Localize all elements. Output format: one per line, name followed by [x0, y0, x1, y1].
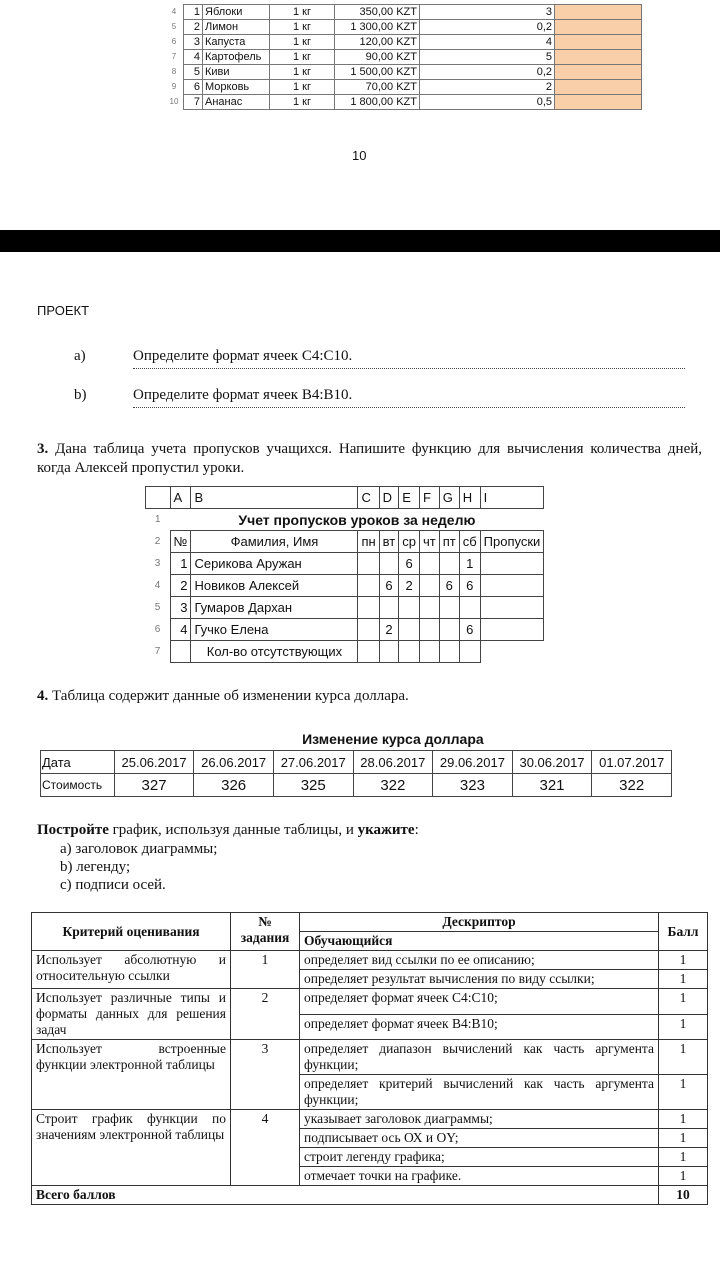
- product-unit: 1 кг: [270, 50, 335, 65]
- task-4-item: a) заголовок диаграммы;: [60, 841, 218, 857]
- student-name: Гумаров Дархан: [191, 597, 358, 619]
- column-header: C: [358, 487, 379, 509]
- cost-cell: 322: [353, 774, 433, 797]
- instr-bold-1: Постройте: [37, 822, 109, 838]
- data-cell: [419, 597, 439, 619]
- product-index: 6: [184, 80, 203, 95]
- answer-line-b[interactable]: [133, 407, 685, 408]
- descriptor: определяет формат ячеек В4:В10;: [300, 1014, 659, 1040]
- task-3-number: 3.: [37, 441, 49, 457]
- product-index: 4: [184, 50, 203, 65]
- task-4-items: [60, 840, 217, 894]
- criterion: Использует встроенные функции электронной таблицы: [32, 1040, 231, 1110]
- header-cell: вт: [379, 531, 399, 553]
- table-row: [146, 619, 544, 641]
- data-cell: 1: [170, 553, 191, 575]
- table-row: [32, 1040, 708, 1075]
- descriptor: строит легенду графика;: [300, 1148, 659, 1167]
- product-price: 120,00 KZT: [335, 35, 420, 50]
- table-row: [146, 597, 544, 619]
- row-number: 10: [169, 97, 179, 106]
- date-cell: 29.06.2017: [433, 751, 513, 774]
- task-number: 2: [231, 989, 300, 1040]
- table-row: [165, 80, 642, 95]
- row-number: 3: [154, 558, 161, 569]
- data-cell[interactable]: [419, 641, 439, 663]
- header-score: Балл: [659, 913, 708, 951]
- data-cell: [419, 619, 439, 641]
- score: 1: [659, 1014, 708, 1040]
- question-a: Определите формат ячеек С4:С10.: [133, 348, 353, 364]
- row-number: 4: [154, 580, 161, 591]
- product-qty: 2: [420, 80, 555, 95]
- product-qty: 0,5: [420, 95, 555, 110]
- column-header: E: [399, 487, 420, 509]
- row-number: 5: [171, 22, 177, 31]
- header-descriptor: Дескриптор: [300, 913, 659, 932]
- cost-cell: 325: [273, 774, 353, 797]
- data-cell: 6: [459, 619, 480, 641]
- product-price: 1 800,00 KZT: [335, 95, 420, 110]
- header-cell: пт: [439, 531, 459, 553]
- header-learner: Обучающийся: [300, 932, 659, 951]
- question-b-marker: b): [74, 387, 87, 403]
- data-cell: 3: [170, 597, 191, 619]
- date-cell: 26.06.2017: [194, 751, 274, 774]
- data-cell: 6: [459, 575, 480, 597]
- table-title: Учет пропусков уроков за неделю: [238, 511, 476, 528]
- row-number: 6: [171, 37, 177, 46]
- page-separator: [0, 230, 720, 252]
- products-table: [165, 4, 642, 110]
- data-cell[interactable]: [480, 575, 544, 597]
- data-cell: [399, 597, 420, 619]
- page-number: 10: [352, 148, 367, 163]
- column-header: G: [439, 487, 459, 509]
- task-4-instruction: [37, 822, 419, 839]
- task-3: [37, 440, 702, 478]
- footer-label: Кол-во отсутствующих: [191, 641, 358, 663]
- row-number: 5: [154, 602, 161, 613]
- header-cell: №: [170, 531, 191, 553]
- task-number: 3: [231, 1040, 300, 1110]
- cost-cell: 322: [592, 774, 672, 797]
- student-name: Серикова Аружан: [191, 553, 358, 575]
- task-4-item: c) подписи осей.: [60, 877, 166, 893]
- score: 1: [659, 951, 708, 970]
- task-4-number: 4.: [37, 688, 49, 704]
- cost-cell[interactable]: [555, 80, 642, 95]
- data-cell: [439, 619, 459, 641]
- question-a-marker: a): [74, 348, 86, 364]
- empty-cell: [480, 641, 544, 663]
- data-cell: [399, 619, 420, 641]
- answer-line-a[interactable]: [133, 368, 685, 369]
- data-cell: 2: [379, 619, 399, 641]
- row-number: 6: [154, 624, 161, 635]
- student-name: Новиков Алексей: [191, 575, 358, 597]
- data-cell: 2: [170, 575, 191, 597]
- dollar-table: [40, 728, 672, 797]
- data-cell[interactable]: [480, 553, 544, 575]
- table-row: [165, 65, 642, 80]
- corner: [146, 487, 171, 509]
- data-cell[interactable]: [379, 641, 399, 663]
- product-qty: 0,2: [420, 65, 555, 80]
- product-name: Капуста: [203, 35, 270, 50]
- row-number: 9: [171, 82, 177, 91]
- date-cell: 01.07.2017: [592, 751, 672, 774]
- row-number: 4: [171, 7, 177, 16]
- header-cell: Пропуски: [480, 531, 544, 553]
- data-cell: [358, 553, 379, 575]
- task-4-item: b) легенду;: [60, 859, 131, 875]
- product-index: 2: [184, 20, 203, 35]
- product-price: 1 300,00 KZT: [335, 20, 420, 35]
- data-cell: [358, 597, 379, 619]
- header-row: [32, 913, 708, 932]
- product-qty: 4: [420, 35, 555, 50]
- data-cell: 6: [439, 575, 459, 597]
- row-number: 7: [154, 646, 161, 657]
- column-header: I: [480, 487, 544, 509]
- column-header: H: [459, 487, 480, 509]
- row-number: 2: [154, 536, 161, 547]
- descriptor: отмечает точки на графике.: [300, 1167, 659, 1186]
- column-header: F: [419, 487, 439, 509]
- column-header: A: [170, 487, 191, 509]
- product-name: Морковь: [203, 80, 270, 95]
- data-cell: [439, 597, 459, 619]
- table-row: [165, 5, 642, 20]
- row-label: Стоимость: [41, 774, 115, 797]
- product-index: 7: [184, 95, 203, 110]
- empty-cell: [41, 728, 115, 751]
- data-cell[interactable]: [399, 641, 420, 663]
- cost-cell[interactable]: [555, 95, 642, 110]
- product-name: Киви: [203, 65, 270, 80]
- row-number: 7: [171, 52, 177, 61]
- score: 1: [659, 1110, 708, 1129]
- table-row: [165, 50, 642, 65]
- criterion: Использует различные типы и форматы данных для решения задач: [32, 989, 231, 1040]
- data-cell: 6: [379, 575, 399, 597]
- score: 1: [659, 1075, 708, 1110]
- data-cell: [379, 597, 399, 619]
- title-row: [146, 509, 544, 531]
- product-price: 350,00 KZT: [335, 5, 420, 20]
- title-row: [41, 728, 672, 751]
- product-unit: 1 кг: [270, 95, 335, 110]
- empty-cell: [170, 641, 191, 663]
- score: 1: [659, 1148, 708, 1167]
- data-cell: [419, 575, 439, 597]
- cost-cell[interactable]: [555, 65, 642, 80]
- score: 1: [659, 989, 708, 1015]
- total-label: Всего баллов: [32, 1186, 659, 1205]
- date-cell: 28.06.2017: [353, 751, 433, 774]
- table-row: [165, 35, 642, 50]
- product-name: Яблоки: [203, 5, 270, 20]
- table-row: [165, 95, 642, 110]
- instr-bold-2: укажите: [357, 822, 415, 838]
- column-header: B: [191, 487, 358, 509]
- cost-cell: 323: [433, 774, 513, 797]
- product-unit: 1 кг: [270, 80, 335, 95]
- header-criterion: Критерий оценивания: [32, 913, 231, 951]
- product-unit: 1 кг: [270, 20, 335, 35]
- task-4: [37, 688, 409, 705]
- absence-table: [145, 486, 544, 663]
- row-number: 1: [154, 514, 161, 526]
- descriptor: определяет формат ячеек С4:С10;: [300, 989, 659, 1015]
- task-4-text: Таблица содержит данные об изменении курса доллара.: [48, 688, 409, 704]
- product-name: Ананас: [203, 95, 270, 110]
- product-qty: 0,2: [420, 20, 555, 35]
- product-qty: 5: [420, 50, 555, 65]
- cost-cell: 326: [194, 774, 274, 797]
- column-header: D: [379, 487, 399, 509]
- instr-text-1: график, используя данные таблицы, и: [108, 822, 358, 838]
- descriptor: определяет диапазон вычислений как часть аргумента функции;: [300, 1040, 659, 1075]
- header-cell: Фамилия, Имя: [191, 531, 358, 553]
- table-row: [32, 951, 708, 970]
- data-cell[interactable]: [480, 597, 544, 619]
- data-cell: 6: [399, 553, 420, 575]
- section-label: ПРОЕКТ: [37, 303, 90, 318]
- product-name: Картофель: [203, 50, 270, 65]
- date-row: [41, 751, 672, 774]
- score: 1: [659, 1129, 708, 1148]
- cost-cell[interactable]: [555, 5, 642, 20]
- table-row: [32, 1110, 708, 1129]
- header-cell: чт: [419, 531, 439, 553]
- header-cell: ср: [399, 531, 420, 553]
- product-price: 90,00 KZT: [335, 50, 420, 65]
- header-cell: пн: [358, 531, 379, 553]
- data-cell[interactable]: [358, 641, 379, 663]
- data-cell: 1: [459, 553, 480, 575]
- table-row: [146, 553, 544, 575]
- table-title: Изменение курса доллара: [302, 731, 484, 747]
- header-cell: сб: [459, 531, 480, 553]
- date-cell: 27.06.2017: [273, 751, 353, 774]
- footer-row: [146, 641, 544, 663]
- product-unit: 1 кг: [270, 5, 335, 20]
- instr-text-2: :: [414, 822, 419, 838]
- product-qty: 3: [420, 5, 555, 20]
- score: 1: [659, 970, 708, 989]
- cost-cell: 327: [114, 774, 194, 797]
- score: 1: [659, 1167, 708, 1186]
- student-name: Гучко Елена: [191, 619, 358, 641]
- descriptor: определяет критерий вычислений как часть аргумента функции;: [300, 1075, 659, 1110]
- criterion: Строит график функции по значениям электронной таблицы: [32, 1110, 231, 1186]
- task-3-text: Дана таблица учета пропусков учащихся. Напишите функцию для вычисления количества дней, когда Алексей пропустил уроки.: [37, 441, 702, 476]
- score: 1: [659, 1040, 708, 1075]
- product-index: 5: [184, 65, 203, 80]
- product-unit: 1 кг: [270, 35, 335, 50]
- table-row: [165, 20, 642, 35]
- date-cell: 30.06.2017: [512, 751, 592, 774]
- cost-cell: 321: [512, 774, 592, 797]
- descriptor: указывает заголовок диаграммы;: [300, 1110, 659, 1129]
- question-b: Определите формат ячеек В4:В10.: [133, 387, 353, 403]
- data-cell: [379, 553, 399, 575]
- product-price: 1 500,00 KZT: [335, 65, 420, 80]
- total-row: [32, 1186, 708, 1205]
- data-cell: [439, 553, 459, 575]
- row-label: Дата: [41, 751, 115, 774]
- cost-cell[interactable]: [555, 20, 642, 35]
- data-cell[interactable]: [459, 641, 480, 663]
- rubric-table: [31, 912, 708, 1205]
- data-cell: 4: [170, 619, 191, 641]
- table-row: [32, 989, 708, 1015]
- cost-cell[interactable]: [555, 50, 642, 65]
- product-index: 1: [184, 5, 203, 20]
- data-cell[interactable]: [480, 619, 544, 641]
- descriptor: подписывает ось ОХ и ОY;: [300, 1129, 659, 1148]
- data-cell: [459, 597, 480, 619]
- data-cell: [419, 553, 439, 575]
- date-cell: 25.06.2017: [114, 751, 194, 774]
- data-cell: 2: [399, 575, 420, 597]
- product-name: Лимон: [203, 20, 270, 35]
- data-cell: [358, 575, 379, 597]
- row-number: 8: [171, 67, 177, 76]
- cost-row: [41, 774, 672, 797]
- product-price: 70,00 KZT: [335, 80, 420, 95]
- criterion: Использует абсолютную и относительную ссылки: [32, 951, 231, 989]
- task-number: 4: [231, 1110, 300, 1186]
- header-row: [146, 531, 544, 553]
- header-task-number: № задания: [231, 913, 300, 951]
- data-cell: [358, 619, 379, 641]
- cost-cell[interactable]: [555, 35, 642, 50]
- product-index: 3: [184, 35, 203, 50]
- table-row: [146, 575, 544, 597]
- data-cell[interactable]: [439, 641, 459, 663]
- task-number: 1: [231, 951, 300, 989]
- product-unit: 1 кг: [270, 65, 335, 80]
- column-headers: [146, 487, 544, 509]
- descriptor: определяет результат вычисления по виду ссылки;: [300, 970, 659, 989]
- total-score: 10: [659, 1186, 708, 1205]
- descriptor: определяет вид ссылки по ее описанию;: [300, 951, 659, 970]
